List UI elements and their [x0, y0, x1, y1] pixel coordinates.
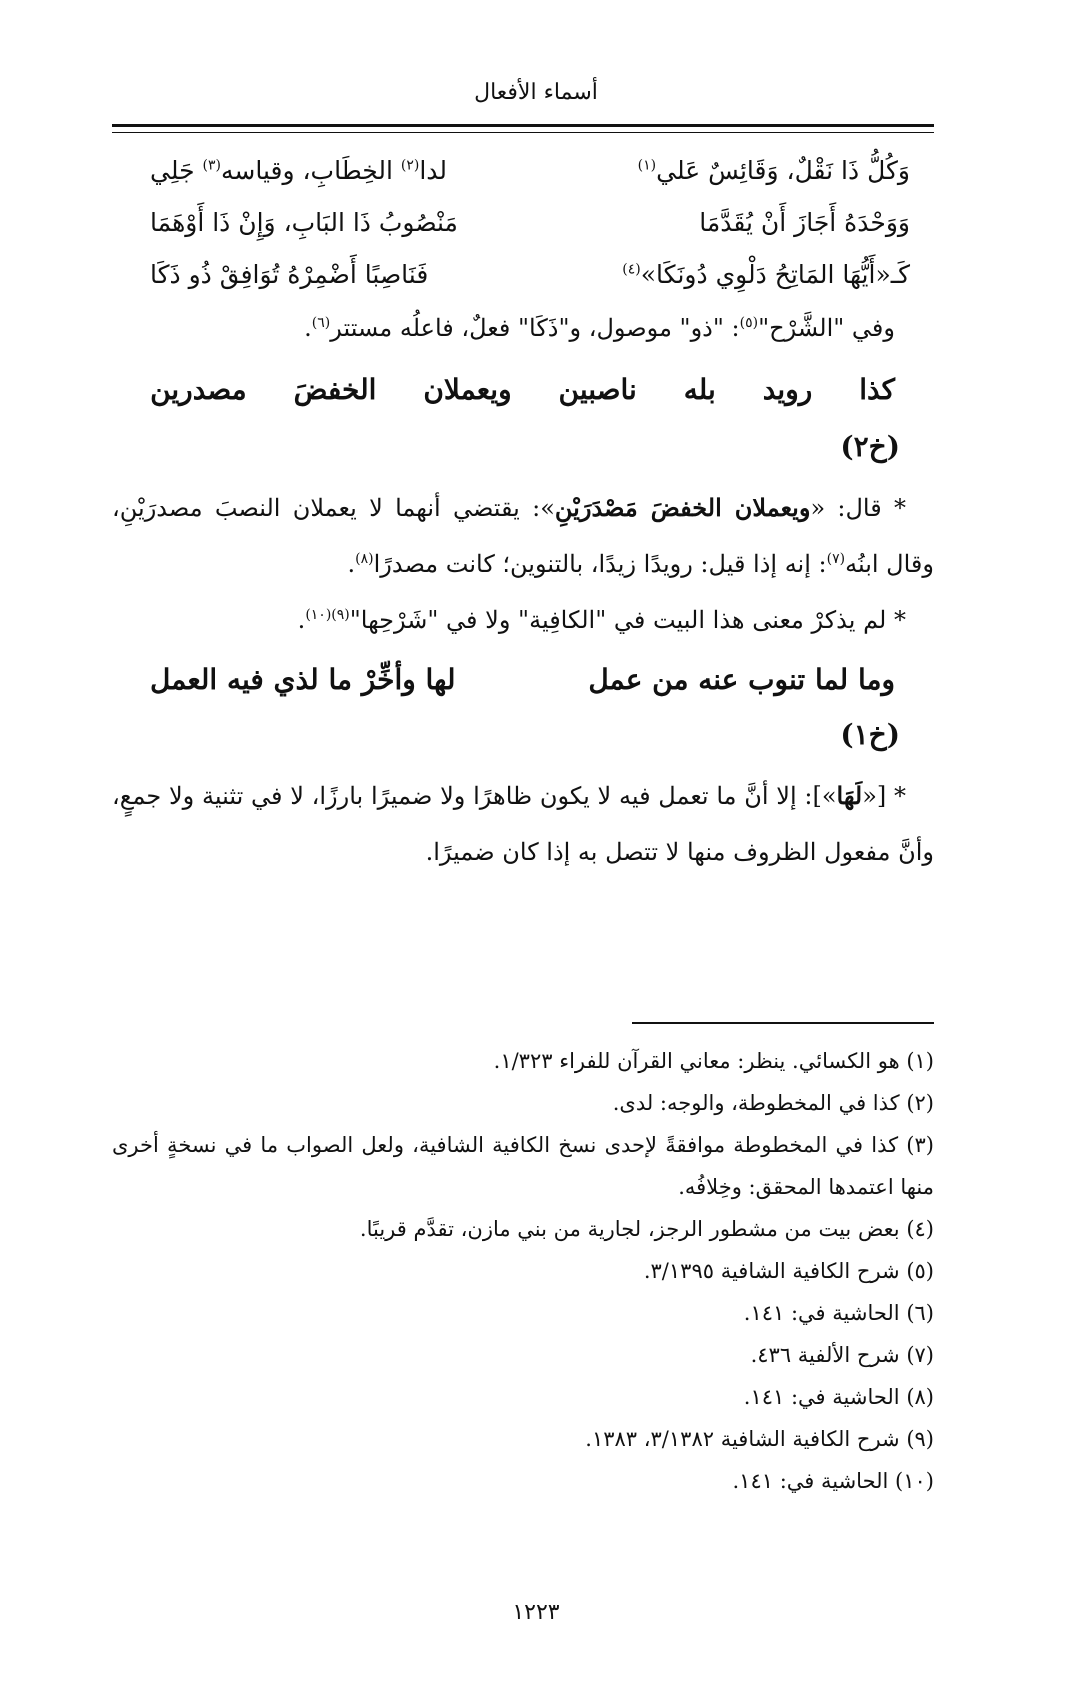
verse-2-second-hemistich: مَنْصُوبُ ذَا البَابِ، وَإِنْ ذَا أَوْهَمَا — [150, 207, 458, 237]
footnote-5: (٥) شرح الكافية الشافية ٣/١٣٩٥. — [643, 1259, 934, 1283]
matn-word: رويد — [762, 372, 813, 406]
commentary-paragraph-3: * [«لَهَا»]: إلا أنَّ ما تعمل فيه لا يكون ظاهرًا ولا ضميرًا بارزًا، لا في تثنية ولا جمعٍ، وأنَّ مفعول الظروف منها لا تتصل به إذا كان ضميرًا. — [112, 781, 934, 866]
verse-3-second-hemistich: فَنَاصِبًا أَضْمِرْهُ تُوَافِقْ ذُو ذَكَا — [150, 259, 429, 289]
footnote-ref[interactable]: (١) — [637, 157, 657, 174]
footnote-6: (٦) الحاشية في: ١٤١. — [743, 1301, 934, 1325]
matn-word: كذا — [859, 372, 895, 406]
footnote-8: (٨) الحاشية في: ١٤١. — [743, 1385, 934, 1409]
matn-word: بله — [683, 372, 716, 406]
verse-line-2 — [150, 202, 910, 242]
page-number: ١٢٢٣ — [512, 1600, 560, 1625]
footnote-3: (٣) كذا في المخطوطة موافقةً لإحدى نسخ الكافية الشافية، ولعل الصواب ما في نسخةٍ أخرى منها اعتمدها المحقق: وخِلافُه. — [112, 1133, 934, 1199]
footnote-ref[interactable]: (٤) — [622, 261, 641, 278]
footnote-2: (٢) كذا في المخطوطة، والوجه: لدى. — [612, 1091, 934, 1115]
verse-line-1 — [150, 150, 910, 190]
verse-line-3 — [150, 254, 910, 294]
footnotes — [112, 1040, 934, 1502]
footnote-ref[interactable]: (٥) — [739, 315, 759, 331]
footnote-4: (٤) بعض بيت من مشطور الرجز، لجارية من بني مازن، تقدَّم قريبًا. — [359, 1217, 934, 1241]
matn-first-hemistich: وما لما تنوب عنه من عمل — [588, 662, 895, 696]
header-rule-thin — [112, 132, 934, 133]
footnote-ref[interactable]: (٦) — [311, 315, 331, 331]
quoted-matn: لَهَا — [836, 781, 863, 810]
header-rule-thick — [112, 124, 934, 127]
verse-2-first-hemistich: وَوَحْدَهُ أَجَازَ أَنْ يُقَدَّمَا — [699, 207, 910, 237]
footnote-1: (١) هو الكسائي. ينظر: معاني القرآن للفراء ١/٣٢٣. — [493, 1049, 934, 1073]
footnote-ref[interactable]: (٣) — [202, 157, 221, 174]
verse-1-second-hemistich: لدا$^{(٢)}$ الخِطَابِ، وقياسه$^{(٣)}$ جَلِي — [150, 155, 447, 185]
manuscript-code-2: (خ١) — [840, 718, 900, 751]
matn-word: ويعملان — [423, 372, 512, 406]
footnote-separator — [632, 1022, 934, 1024]
sharh-note-line: وفي "الشَّرْح"$^{(٥)}$: "ذو" موصول، و"ذَكَا" فعلٌ، فاعلُه مستتر$^{(٦)}$. — [304, 314, 895, 342]
matn-verse-2 — [150, 654, 895, 704]
footnote-ref[interactable]: (٩)(١٠) — [305, 607, 350, 623]
footnote-10: (١٠) الحاشية في: ١٤١. — [732, 1469, 934, 1493]
manuscript-code-1: (خ٢) — [840, 430, 900, 463]
commentary-paragraph-1: * قال: «ويعملان الخفضَ مَصْدَرَيْنِ»: يقتضي أنهما لا يعملان النصبَ مصدرَيْنِ، وقال ابنُه$^{(٧)}$: إنه إذا قيل: رويدًا زيدًا، بالتنوين؛ كانت مصدرًا$^{(٨)}$. — [112, 493, 934, 578]
matn-second-hemistich: لها وأخِّرْ ما لذي فيه العمل — [150, 662, 456, 696]
footnote-7: (٧) شرح الألفية ٤٣٦. — [750, 1343, 934, 1367]
commentary-paragraph-2: * لم يذكرْ معنى هذا البيت في "الكافِية" ولا في "شَرْحِها"$^{(٩)(١٠)}$. — [297, 606, 906, 634]
footnote-9: (٩) شرح الكافية الشافية ٣/١٣٨٢، ١٣٨٣. — [585, 1427, 934, 1451]
matn-word: ناصبين — [558, 372, 637, 406]
verse-1-first-hemistich: وَكُلُّ ذَا نَقْلٌ، وَقَائِسٌ عَلي$^{(١)}$ — [637, 155, 910, 185]
footnote-ref[interactable]: (٢) — [400, 157, 420, 174]
matn-verse-1 — [150, 364, 895, 414]
verse-3-first-hemistich: كَـ«أَيُّهَا المَاتِحُ دَلْوِي دُونَكَا»$^{(٤)}$ — [622, 259, 910, 289]
footnote-ref[interactable]: (٧) — [826, 551, 846, 567]
running-title: أسماء الأفعال — [474, 80, 598, 105]
footnote-ref[interactable]: (٨) — [355, 551, 374, 567]
quoted-matn: ويعملان الخفضَ مَصْدَرَيْنِ — [554, 493, 811, 522]
matn-word: مصدرين — [150, 372, 247, 406]
matn-word: الخفضَ — [293, 372, 377, 406]
